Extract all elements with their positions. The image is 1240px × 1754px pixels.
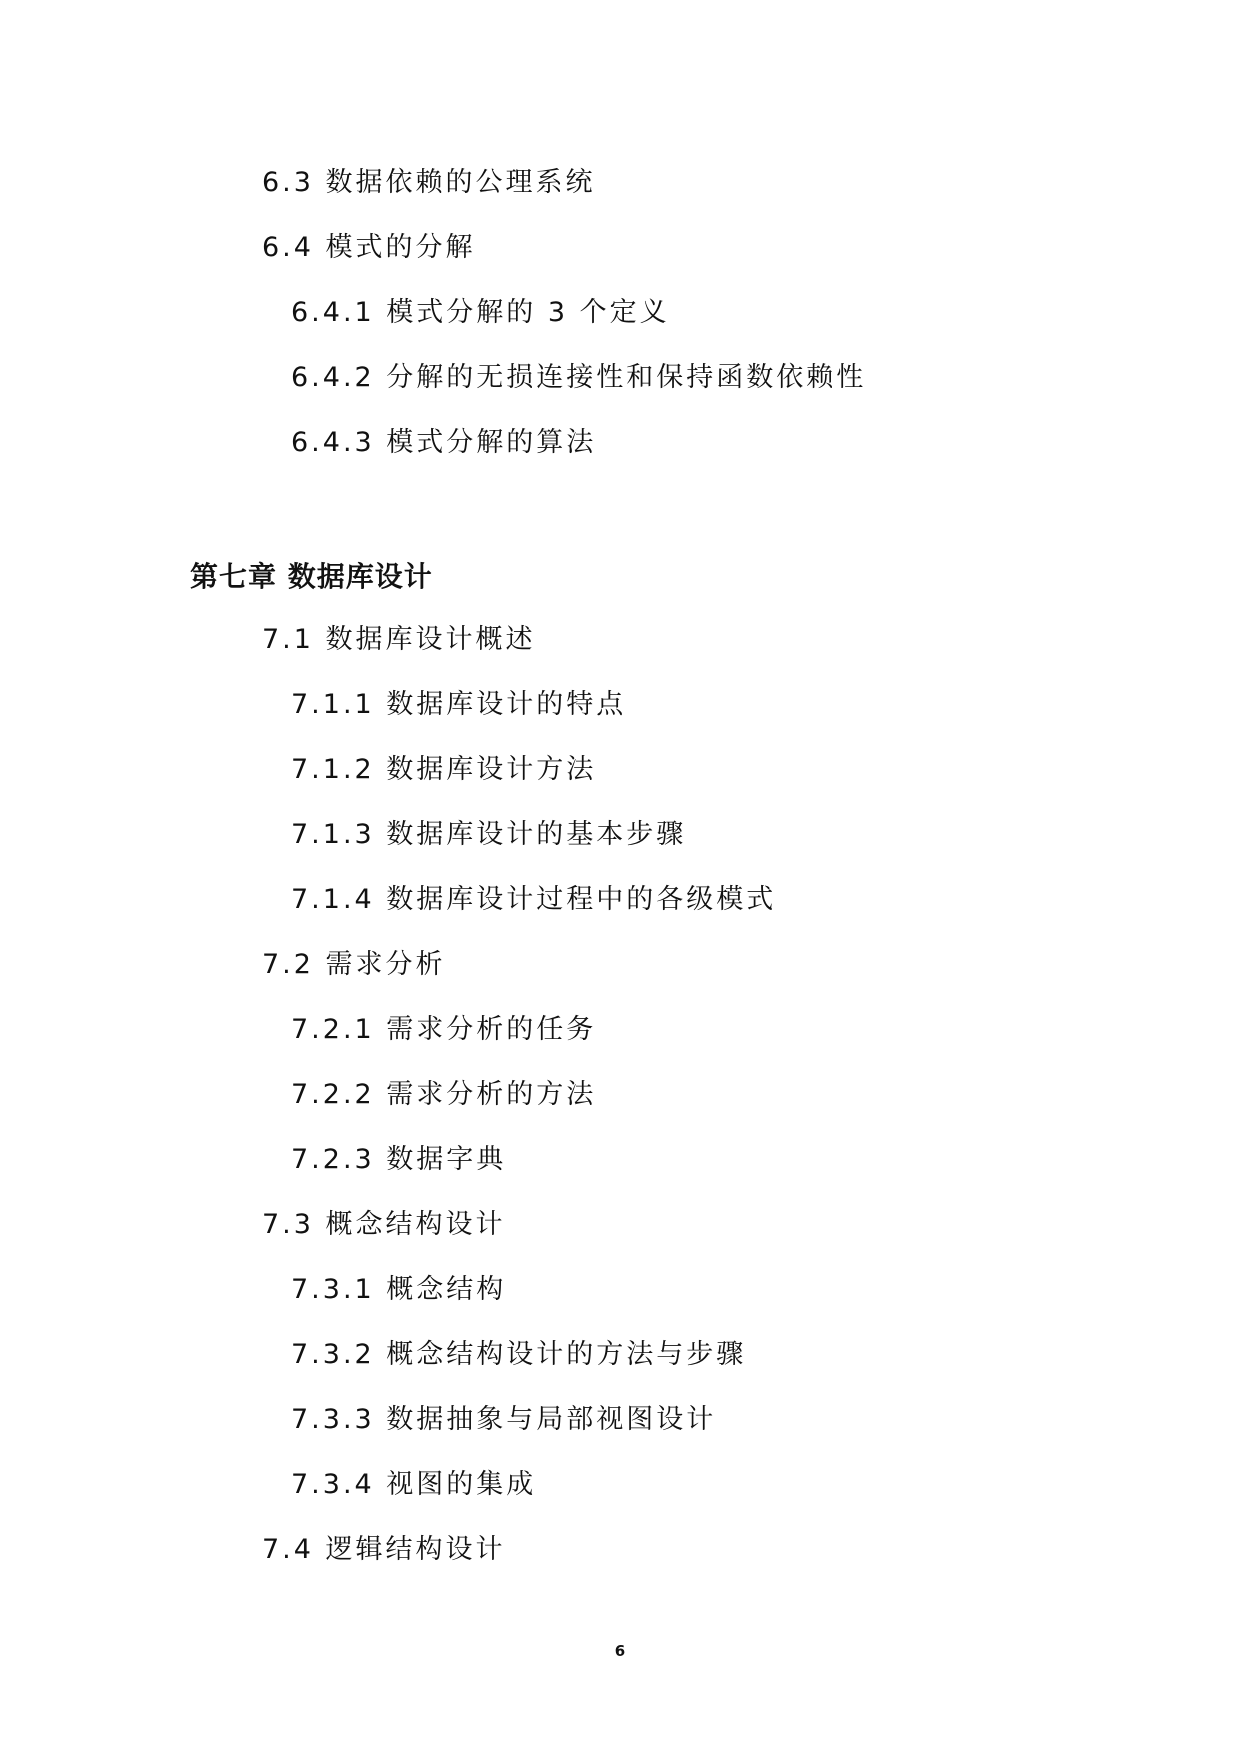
toc-entry-7-2-1: 7.2.1 需求分析的任务 <box>291 1014 597 1045</box>
toc-entry-7-1-3: 7.1.3 数据库设计的基本步骤 <box>291 819 687 850</box>
toc-entry-6-4-1: 6.4.1 模式分解的 3 个定义 <box>291 297 670 328</box>
toc-entry-7-3-1: 7.3.1 概念结构 <box>291 1274 507 1305</box>
toc-entry-7-1: 7.1 数据库设计概述 <box>262 624 536 655</box>
toc-entry-6-4: 6.4 模式的分解 <box>262 232 476 263</box>
page-number: 6 <box>614 1642 626 1660</box>
toc-entry-7-3-3: 7.3.3 数据抽象与局部视图设计 <box>291 1404 717 1435</box>
toc-entry-7-4: 7.4 逻辑结构设计 <box>262 1534 506 1565</box>
toc-entry-7-2-3: 7.2.3 数据字典 <box>291 1144 507 1175</box>
toc-entry-7-3-2: 7.3.2 概念结构设计的方法与步骤 <box>291 1339 747 1370</box>
toc-entry-7-1-2: 7.1.2 数据库设计方法 <box>291 754 597 785</box>
toc-entry-6-4-3: 6.4.3 模式分解的算法 <box>291 427 597 458</box>
toc-entry-7-3: 7.3 概念结构设计 <box>262 1209 506 1240</box>
toc-entry-7-1-1: 7.1.1 数据库设计的特点 <box>291 689 627 720</box>
toc-entry-7-3-4: 7.3.4 视图的集成 <box>291 1469 537 1500</box>
toc-entry-7-1-4: 7.1.4 数据库设计过程中的各级模式 <box>291 884 777 915</box>
toc-entry-7-2: 7.2 需求分析 <box>262 949 446 980</box>
chapter-heading-7: 第七章 数据库设计 <box>190 560 433 593</box>
toc-entry-7-2-2: 7.2.2 需求分析的方法 <box>291 1079 597 1110</box>
toc-entry-6-4-2: 6.4.2 分解的无损连接性和保持函数依赖性 <box>291 362 867 393</box>
toc-entry-6-3: 6.3 数据依赖的公理系统 <box>262 167 596 198</box>
